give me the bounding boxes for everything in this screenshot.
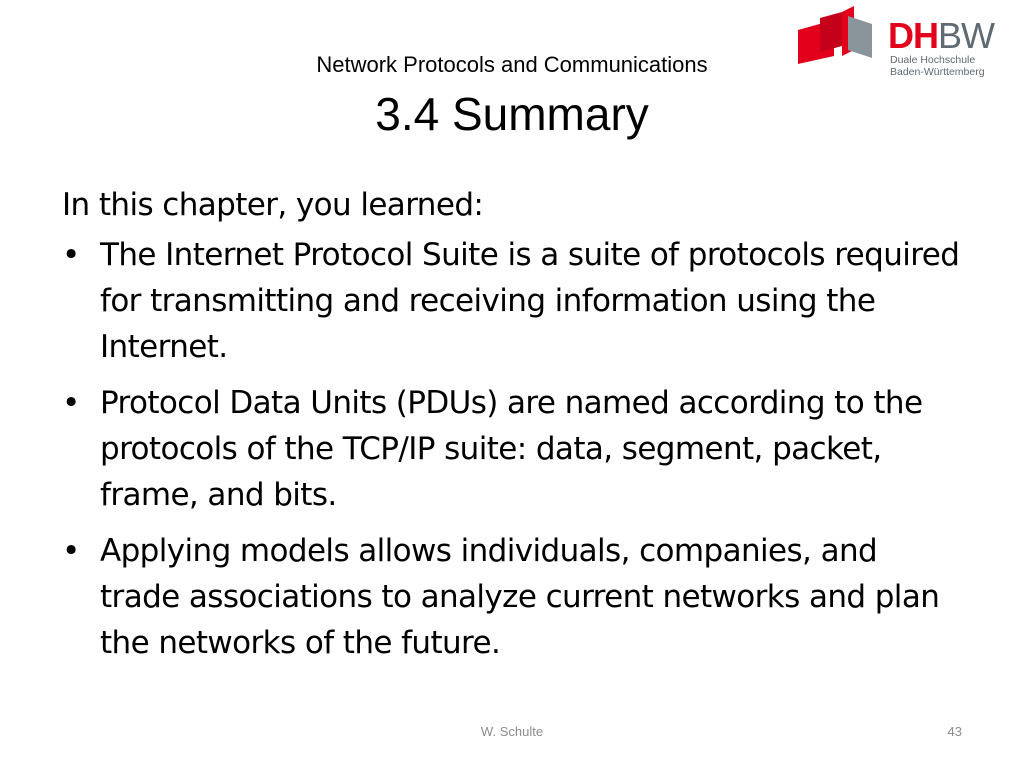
intro-text: In this chapter, you learned:: [62, 187, 484, 223]
bullet-icon: •: [62, 385, 80, 421]
dhbw-wordmark: [888, 15, 994, 56]
bullet-item: [62, 380, 962, 518]
logo-subtitle-line2: Baden-Württemberg: [890, 66, 985, 78]
course-title: Network Protocols and Communications: [316, 52, 708, 77]
bullet-text: The Internet Protocol Suite is a suite of protocols required for transmitting and receiving information using the Internet.: [100, 237, 960, 365]
bullet-icon: •: [62, 533, 80, 569]
logo-bw: BW: [938, 15, 994, 56]
bullet-list: [62, 232, 962, 666]
page-number: 43: [947, 724, 962, 739]
bullet-text: Protocol Data Units (PDUs) are named according to the protocols of the TCP/IP suite: data, segment, packet, frame, and bits.: [100, 385, 923, 513]
bullet-item: [62, 232, 962, 370]
footer-author: W. Schulte: [480, 724, 544, 739]
bullet-icon: •: [62, 237, 80, 273]
logo-subtitle-line1: Duale Hochschule: [890, 54, 976, 66]
slide-title: 3.4 Summary: [375, 88, 649, 140]
bullet-item: [62, 528, 962, 666]
slide-content: [62, 182, 962, 676]
logo-dh: DH: [888, 15, 938, 56]
bullet-text: Applying models allows individuals, companies, and trade associations to analyze current networks and plan the networks of the future.: [100, 533, 940, 661]
